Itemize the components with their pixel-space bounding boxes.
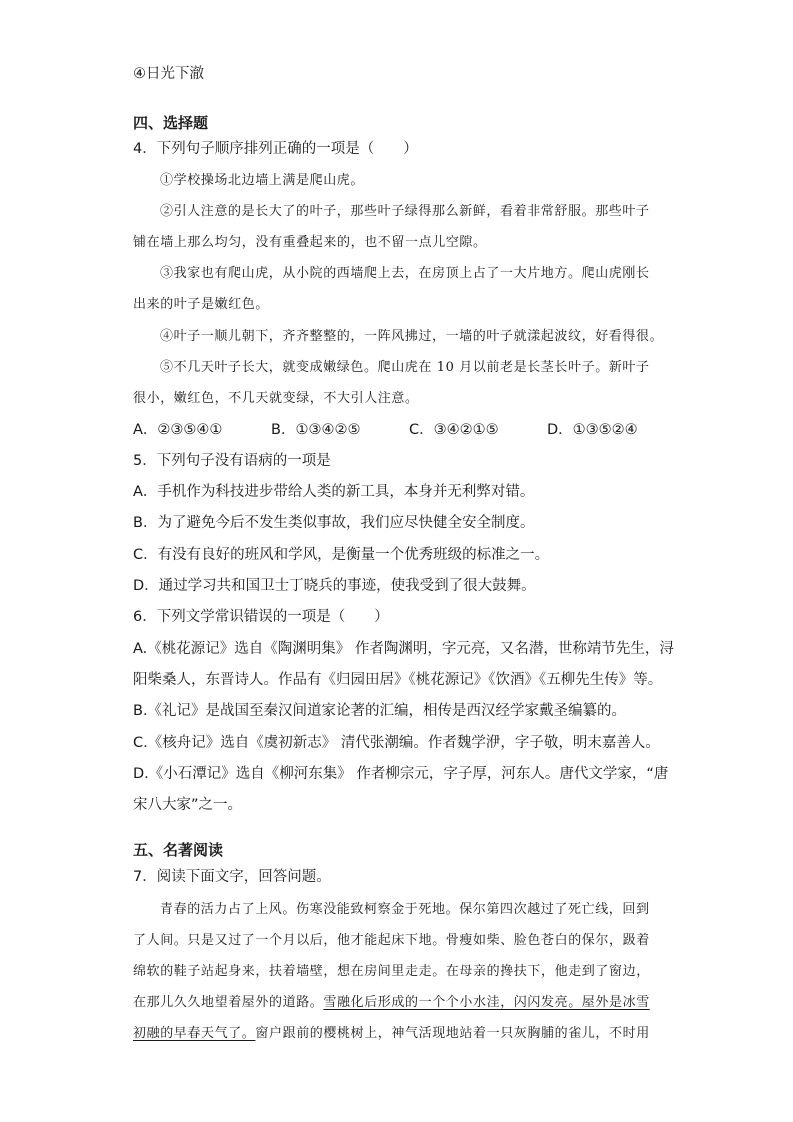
q6-option-c: C.《核舟记》选自《虞初新志》 清代张潮编。作者魏学洢，字子敬，明末嘉善人。 [133, 735, 660, 751]
q4-sentence-2-line-2: 铺在墙上那么均匀，没有重叠起来的，也不留一点儿空隙。 [133, 235, 487, 250]
section-heading-choice: 四、选择题 [133, 114, 209, 132]
question-5-stem: 5．下列句子没有语病的一项是 [133, 453, 331, 469]
q6-option-a-line-1: A.《桃花源记》选自《陶渊明集》 作者陶渊明，字元亮，又名潜，世称靖节先生，浔 [133, 641, 674, 657]
q4-option-b: B．①③④②⑤ [271, 422, 361, 438]
passage-line-2: 了人间。只是又过了一个月以后，他才能起床下地。骨瘦如柴、脸色苍白的保尔，趿着 [133, 933, 650, 948]
q6-option-a-line-2: 阳柴桑人，东晋诗人。作品有《归园田居》《桃花源记》《饮酒》《五柳先生传》等。 [133, 672, 663, 688]
q4-sentence-3-line-2: 出来的叶子是嫩红色。 [133, 297, 270, 312]
q4-option-d: D．①③⑤②④ [547, 422, 638, 438]
passage-line-3: 绵软的鞋子站起身来，扶着墙壁，想在房间里走走。在母亲的搀扶下，他走到了窗边， [133, 964, 650, 979]
passage-line-5 [133, 1024, 650, 1044]
q5-option-c: C．有没有良好的班风和学风，是衡量一个优秀班级的标准之一。 [133, 547, 550, 563]
passage-underlined-sentence-1: 雪融化后形成的一个个小水洼，闪闪发亮。屋外是冰雪 [323, 995, 650, 1010]
section-heading-reading: 五、名著阅读 [133, 841, 224, 859]
previous-answer-item: ④日光下澈 [133, 66, 204, 82]
q4-option-c: C．③④②①⑤ [409, 422, 499, 438]
question-6-stem: 6．下列文学常识错误的一项是（ ） [133, 609, 389, 625]
q4-options [133, 420, 685, 440]
passage-line-5-plain: 窗户跟前的樱桃树上，神气活现地站着一只灰胸脯的雀儿，不时用 [255, 1026, 650, 1041]
question-7-stem: 7．阅读下面文字，回答问题。 [133, 869, 331, 885]
q6-option-d-line-2: 宋八大家”之一。 [133, 797, 243, 813]
passage-line-4 [133, 993, 650, 1013]
q4-sentence-4: ④叶子一顺儿朝下，齐齐整整的，一阵风拂过，一墙的叶子就漾起波纹，好看得很。 [160, 329, 664, 344]
q5-option-a: A．手机作为科技进步带给人类的新工具，本身并无利弊对错。 [133, 484, 535, 500]
question-4-stem: 4．下列句子顺序排列正确的一项是（ ） [133, 141, 418, 157]
passage-line-1: 青春的活力占了上风。伤寒没能致柯察金于死地。保尔第四次越过了死亡线，回到 [160, 902, 650, 917]
passage-underlined-sentence-2: 初融的早春天气了。 [133, 1026, 256, 1041]
q4-sentence-5-line-1: ⑤不几天叶子长大，就变成嫩绿色。爬山虎在 10 月以前老是长茎长叶子。新叶子 [160, 360, 650, 375]
q5-option-b: B．为了避免今后不发生类似事故，我们应尽快健全安全制度。 [133, 515, 535, 531]
q6-option-d-line-1: D.《小石潭记》选自《柳河东集》 作者柳宗元，字子厚，河东人。唐代文学家，“唐 [133, 766, 669, 782]
q4-option-a: A．②③⑤④① [133, 422, 223, 438]
q4-sentence-2-line-1: ②引人注意的是长大了的叶子，那些叶子绿得那么新鲜，看着非常舒服。那些叶子 [160, 204, 650, 219]
q6-option-b: B.《礼记》是战国至秦汉间道家论著的汇编，相传是西汉经学家戴圣编纂的。 [133, 703, 627, 719]
q4-sentence-5-line-2: 很小，嫩红色，不几天就变绿，不大引人注意。 [133, 391, 419, 406]
q4-sentence-3-line-1: ③我家也有爬山虎，从小院的西墙爬上去，在房顶上占了一大片地方。爬山虎刚长 [160, 266, 650, 281]
passage-line-4-plain: 在那儿久久地望着屋外的道路。 [133, 995, 324, 1010]
q5-option-d: D．通过学习共和国卫士丁晓兵的事迹，使我受到了很大鼓舞。 [133, 578, 536, 594]
q4-sentence-1: ①学校操场北边墙上满是爬山虎。 [160, 173, 365, 188]
